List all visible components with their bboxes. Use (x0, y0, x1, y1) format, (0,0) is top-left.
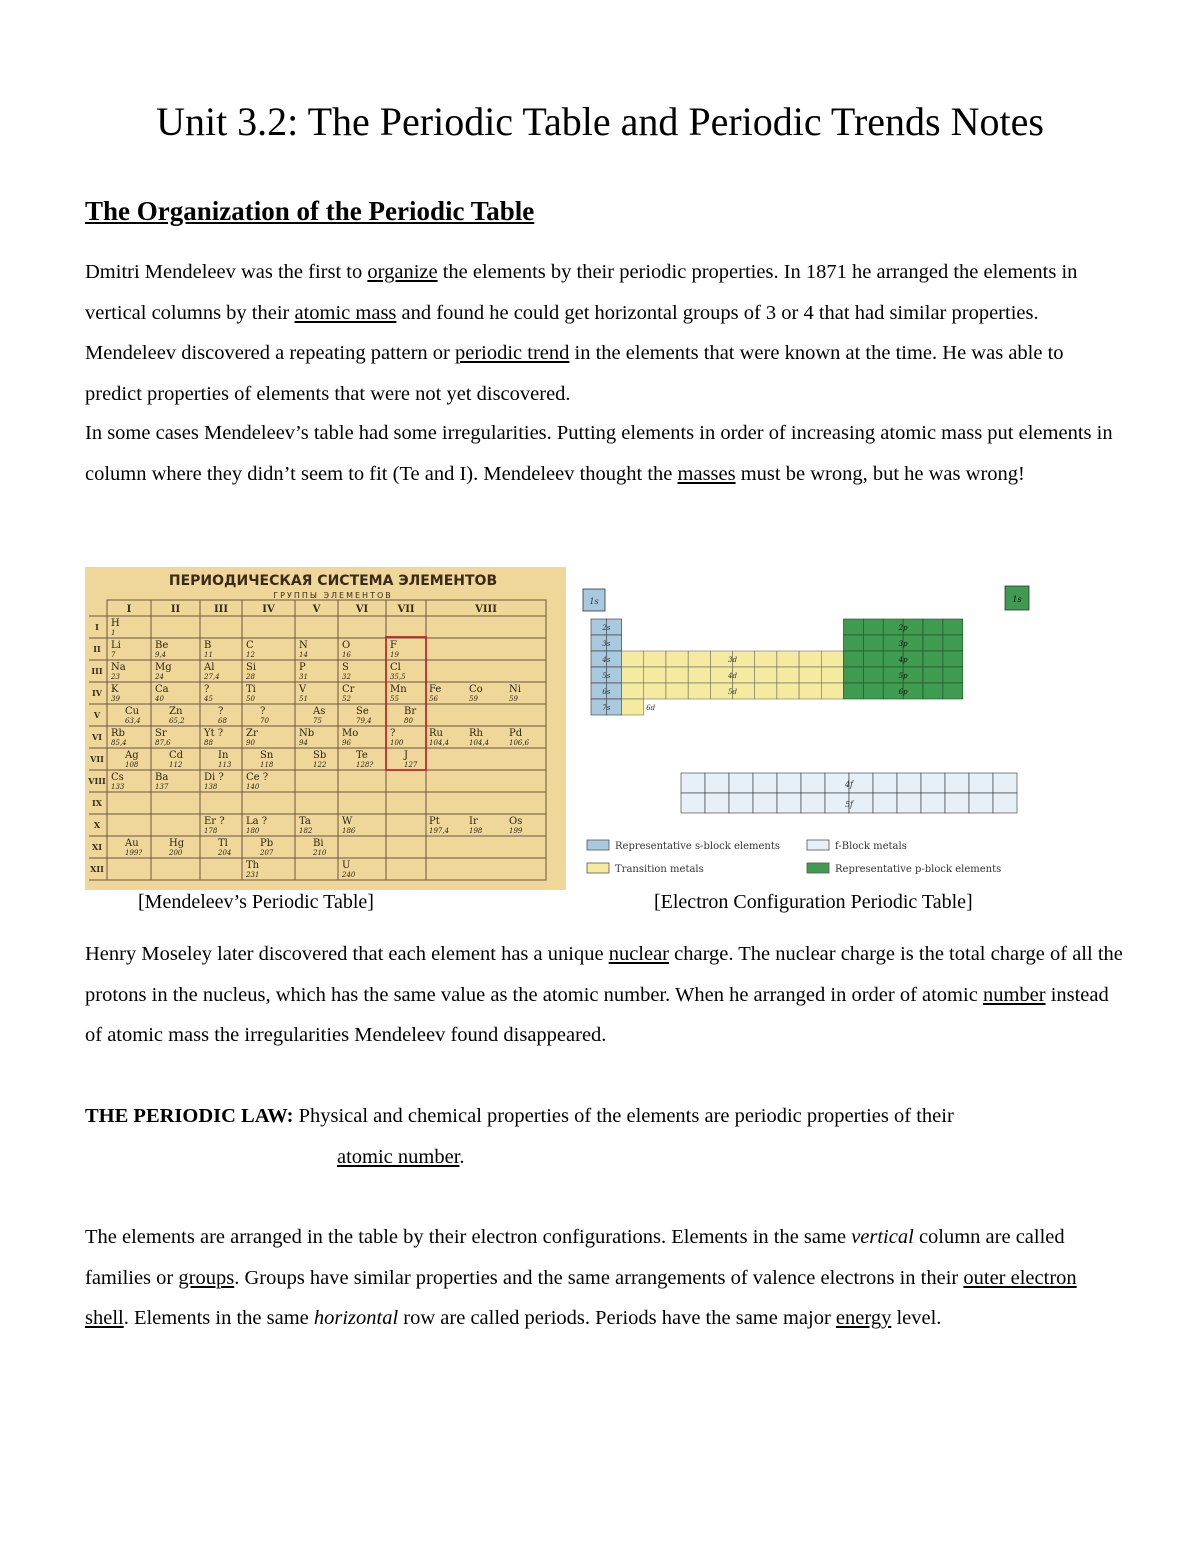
mendeleev-element-symbol: Ta (299, 816, 311, 827)
s-block-label: 4s (602, 656, 611, 664)
f-block-label: 5f (844, 800, 854, 809)
mendeleev-element-mass: 133 (111, 783, 125, 791)
caption-electron-config: [Electron Configuration Periodic Table] (654, 891, 973, 913)
paragraph-groups-periods: The elements are arranged in the table by their electron configurations. Elements in the same vertical column are called families or groups. Groups have similar properties and the same arrangements of valence electrons in their outer electron shell. Elements in the same horizontal row are called periods. Periods have the same major energy level. (85, 1226, 1077, 1329)
legend-p-block: Representative p-block elements (835, 864, 1002, 875)
f-block-cell (729, 773, 753, 793)
d-block-cell (821, 651, 843, 667)
p-block-cell (923, 651, 943, 667)
mendeleev-element-mass: 207 (260, 849, 274, 857)
mendeleev-element-mass: 127 (404, 761, 418, 769)
section-heading: The Organization of the Periodic Table (85, 196, 535, 226)
mendeleev-element-symbol: C (246, 640, 254, 651)
term-periodic-trend: periodic trend (454, 342, 570, 364)
mendeleev-element-symbol: V (299, 684, 307, 695)
f-block-cell (897, 773, 921, 793)
mendeleev-element-mass: 198 (469, 827, 483, 835)
f-block-cell (897, 793, 921, 813)
d-block-label: 5d (728, 688, 737, 696)
mendeleev-row-label: V (93, 710, 101, 720)
mendeleev-element-mass: 108 (125, 761, 139, 769)
mendeleev-element-mass: 87,6 (155, 739, 171, 747)
mendeleev-element-mass: 68 (218, 717, 227, 725)
mendeleev-element-symbol: Di ? (204, 772, 224, 783)
mendeleev-element-symbol: Ir (469, 816, 478, 827)
f-block-cell (993, 773, 1017, 793)
mendeleev-group-label: V (312, 604, 321, 615)
mendeleev-element-symbol: La ? (246, 816, 268, 827)
paragraph-mendeleev: Dmitri Mendeleev was the first to organize the elements by their periodic properties. In 1871 he arranged the elements in vertical columns by their atomic mass and found he could get horizontal groups of 3 or 4 that had similar properties. Mendeleev discovered a repeating pattern or periodic trend in the elements that were known at the time. He was able to predict properties of elements that were not yet discovered. (85, 261, 1078, 405)
mendeleev-element-symbol: Sr (155, 728, 167, 739)
d-block-cell (688, 683, 710, 699)
mendeleev-element-symbol: Rb (111, 728, 125, 739)
mendeleev-group-label: VIII (475, 604, 497, 615)
mendeleev-element-mass: 199? (125, 849, 143, 857)
f-block-cell (753, 793, 777, 813)
mendeleev-element-mass: 14 (299, 651, 308, 659)
d-block-cell (666, 683, 688, 699)
mendeleev-element-symbol: Cr (342, 684, 355, 695)
p-block-cell (863, 683, 883, 699)
page-title: Unit 3.2: The Periodic Table and Periodic Trends Notes (156, 99, 1044, 144)
legend-s-block: Representative s-block elements (615, 841, 780, 852)
mendeleev-row-label: VII (90, 754, 104, 764)
term-number: number (982, 983, 1046, 1006)
mendeleev-element-mass: 197,4 (429, 827, 450, 835)
d-block-cell (622, 667, 644, 683)
mendeleev-element-symbol: Cd (169, 750, 184, 761)
mendeleev-element-symbol: Tl (218, 838, 228, 849)
mendeleev-element-mass: 112 (169, 761, 183, 769)
mendeleev-element-mass: 231 (246, 871, 260, 879)
p-block-cell (923, 619, 943, 635)
mendeleev-element-symbol: Ni (509, 684, 521, 695)
d-block-cell (777, 651, 799, 667)
caption-mendeleev: [Mendeleev’s Periodic Table] (138, 891, 374, 913)
mendeleev-element-mass: 200 (169, 849, 183, 857)
mendeleev-element-mass: 128? (356, 761, 374, 769)
s-block-label: 3s (602, 640, 611, 648)
mendeleev-element-symbol: Pt (429, 816, 440, 827)
s-block-label: 6s (602, 688, 611, 696)
mendeleev-element-symbol: Nb (299, 728, 315, 739)
mendeleev-row-label: III (91, 666, 103, 676)
mendeleev-element-symbol: Ba (155, 772, 169, 783)
mendeleev-table-image (85, 567, 566, 890)
p-block-cell (923, 667, 943, 683)
mendeleev-element-symbol: B (204, 640, 212, 651)
p-block-cell (923, 635, 943, 651)
mendeleev-group-label: VII (397, 604, 415, 615)
f-block-cell (753, 773, 777, 793)
mendeleev-group-label: VI (355, 604, 369, 615)
mendeleev-element-symbol: Hg (169, 838, 185, 849)
d-block-cell (755, 667, 777, 683)
electron-config-table-image (581, 577, 1041, 882)
mendeleev-subheader: ГРУППЫ ЭЛЕМЕНТОВ (273, 591, 393, 600)
mendeleev-element-symbol: ? (218, 706, 224, 717)
d-block-label: 3d (728, 656, 737, 664)
mendeleev-element-symbol: Rh (469, 728, 483, 739)
mendeleev-element-symbol: Au (125, 838, 139, 849)
d-block-cell (622, 699, 644, 715)
p-block-label: 5p (898, 672, 908, 680)
mendeleev-element-mass: 178 (204, 827, 218, 835)
mendeleev-element-symbol: Th (246, 860, 260, 871)
mendeleev-element-mass: 79,4 (356, 717, 372, 725)
d-block-label: 6d (646, 704, 656, 712)
mendeleev-element-mass: 24 (155, 673, 164, 681)
mendeleev-row-label: IX (92, 798, 102, 808)
mendeleev-element-mass: 65,2 (169, 717, 185, 725)
mendeleev-element-mass: 100 (390, 739, 404, 747)
mendeleev-element-symbol: Cl (390, 662, 401, 673)
mendeleev-element-symbol: Se (356, 706, 369, 717)
mendeleev-element-mass: 70 (260, 717, 269, 725)
mendeleev-row-label: XI (92, 842, 102, 852)
f-block-cell (729, 793, 753, 813)
p-block-label: 3p (898, 640, 908, 648)
mendeleev-row-label: VI (92, 732, 102, 742)
mendeleev-element-symbol: H (111, 618, 120, 629)
mendeleev-element-mass: 11 (204, 651, 213, 659)
mendeleev-element-mass: 63,4 (125, 717, 141, 725)
p-block-cell (923, 683, 943, 699)
mendeleev-element-mass: 80 (404, 717, 413, 725)
mendeleev-element-mass: 59 (469, 695, 478, 703)
f-block-cell (777, 793, 801, 813)
mendeleev-element-mass: 199 (509, 827, 523, 835)
mendeleev-element-mass: 204 (218, 849, 232, 857)
label-he-1s: 1s (1012, 595, 1022, 604)
mendeleev-element-symbol: Ru (429, 728, 443, 739)
mendeleev-row-label: II (93, 644, 101, 654)
mendeleev-element-mass: 140 (246, 783, 260, 791)
mendeleev-element-mass: 56 (429, 695, 438, 703)
mendeleev-element-symbol: Er ? (204, 816, 225, 827)
mendeleev-element-symbol: Sn (260, 750, 274, 761)
d-block-cell (666, 651, 688, 667)
d-block-cell (777, 683, 799, 699)
mendeleev-element-mass: 106,6 (509, 739, 530, 747)
f-block-cell (921, 773, 945, 793)
mendeleev-element-mass: 59 (509, 695, 518, 703)
mendeleev-element-symbol: Ti (246, 684, 256, 695)
mendeleev-element-mass: 51 (299, 695, 308, 703)
p-block-cell (863, 619, 883, 635)
mendeleev-element-mass: 7 (111, 651, 116, 659)
mendeleev-element-mass: 104,4 (469, 739, 490, 747)
mendeleev-element-mass: 96 (342, 739, 351, 747)
mendeleev-row-label: I (95, 622, 99, 632)
periodic-law: THE PERIODIC LAW: Physical and chemical properties of the elements are periodic properties of their atomic number. (85, 1105, 954, 1168)
mendeleev-element-symbol: Zn (169, 706, 183, 717)
mendeleev-element-symbol: K (111, 684, 119, 695)
f-block-cell (921, 793, 945, 813)
d-block-cell (799, 651, 821, 667)
f-block-cell (681, 793, 705, 813)
mendeleev-element-mass: 88 (204, 739, 213, 747)
term-nuclear: nuclear (608, 943, 670, 965)
d-block-cell (666, 667, 688, 683)
p-block-cell (863, 635, 883, 651)
term-atomic-number: atomic number (337, 1145, 460, 1168)
p-block-label: 2p (898, 624, 908, 632)
mendeleev-element-mass: 94 (299, 739, 308, 747)
d-block-cell (644, 667, 666, 683)
mendeleev-element-symbol: Yt ? (204, 728, 224, 739)
mendeleev-element-symbol: ? (390, 728, 396, 739)
mendeleev-element-symbol: S (342, 662, 349, 673)
mendeleev-element-mass: 210 (313, 849, 327, 857)
mendeleev-element-mass: 1 (111, 629, 116, 637)
mendeleev-element-symbol: Ag (125, 750, 139, 761)
f-block-label: 4f (844, 780, 854, 789)
mendeleev-group-label: IV (262, 604, 275, 615)
mendeleev-element-mass: 23 (111, 673, 120, 681)
d-block-cell (755, 651, 777, 667)
mendeleev-row-label: VIII (88, 776, 106, 786)
mendeleev-element-mass: 90 (246, 739, 255, 747)
p-block-cell (843, 651, 863, 667)
mendeleev-element-mass: 28 (246, 673, 255, 681)
p-block-label: 6p (898, 688, 908, 696)
term-energy: energy (835, 1307, 892, 1329)
legend-d-block: Transition metals (615, 864, 704, 875)
mendeleev-element-symbol: Al (204, 662, 215, 673)
mendeleev-element-mass: 55 (390, 695, 399, 703)
mendeleev-element-symbol: W (342, 816, 353, 827)
p-block-cell (843, 667, 863, 683)
mendeleev-row-label: IV (92, 688, 102, 698)
mendeleev-element-symbol: As (313, 706, 326, 717)
mendeleev-element-symbol: Ce ? (246, 772, 269, 783)
d-block-cell (644, 651, 666, 667)
f-block-cell (969, 773, 993, 793)
term-organize: organize (367, 261, 438, 283)
p-block-cell (943, 683, 963, 699)
mendeleev-element-mass: 180 (246, 827, 260, 835)
paragraph-irregularities: In some cases Mendeleev’s table had some irregularities. Putting elements in order of increasing atomic mass put elements in column where they didn’t seem to fit (Te and I). Mendeleev thought the masses must be wrong, but he was wrong! (85, 422, 1113, 485)
mendeleev-element-mass: 240 (342, 871, 356, 879)
mendeleev-element-symbol: J (404, 750, 409, 761)
f-block-cell (681, 773, 705, 793)
f-block-cell (969, 793, 993, 813)
mendeleev-element-mass: 19 (390, 651, 399, 659)
f-block-cell (873, 793, 897, 813)
f-block-cell (705, 773, 729, 793)
f-block-cell (993, 793, 1017, 813)
f-block-cell (801, 773, 825, 793)
mendeleev-element-mass: 40 (155, 695, 164, 703)
paragraph-moseley: Henry Moseley later discovered that each element has a unique nuclear charge. The nuclear charge is the total charge of all the protons in the nucleus, which has the same value as the atomic number. When he arranged in order of atomic number instead of atomic mass the irregularities Mendeleev found disappeared. (85, 943, 1123, 1046)
d-block-cell (622, 683, 644, 699)
mendeleev-element-mass: 39 (111, 695, 120, 703)
mendeleev-element-mass: 35,5 (390, 673, 406, 681)
mendeleev-element-symbol: Pd (509, 728, 523, 739)
d-block-cell (755, 683, 777, 699)
mendeleev-element-mass: 182 (299, 827, 313, 835)
mendeleev-element-mass: 16 (342, 651, 351, 659)
mendeleev-element-symbol: Br (404, 706, 417, 717)
mendeleev-element-symbol: Fe (429, 684, 442, 695)
term-atomic-mass: atomic mass (294, 301, 397, 324)
p-block-cell (843, 619, 863, 635)
mendeleev-element-symbol: F (390, 640, 397, 651)
p-block-cell (863, 667, 883, 683)
mendeleev-element-symbol: Si (246, 662, 257, 673)
mendeleev-element-symbol: Pb (260, 838, 274, 849)
periodic-law-label: THE PERIODIC LAW: (85, 1105, 294, 1127)
mendeleev-element-mass: 9,4 (155, 651, 167, 659)
mendeleev-element-mass: 52 (342, 695, 351, 703)
mendeleev-element-mass: 85,4 (111, 739, 127, 747)
mendeleev-row-label: XII (90, 864, 104, 874)
mendeleev-header: ПЕРИОДИЧЕСКАЯ СИСТЕМА ЭЛЕМЕНТОВ (168, 573, 498, 589)
label-1s: 1s (589, 597, 599, 606)
d-block-cell (688, 667, 710, 683)
f-block-cell (945, 773, 969, 793)
mendeleev-element-symbol: ? (260, 706, 266, 717)
mendeleev-element-mass: 45 (204, 695, 213, 703)
s-block-label: 5s (602, 672, 611, 680)
mendeleev-element-mass: 27,4 (204, 673, 220, 681)
mendeleev-element-mass: 31 (299, 673, 308, 681)
mendeleev-element-symbol: Cs (111, 772, 124, 783)
mendeleev-element-mass: 104,4 (429, 739, 450, 747)
mendeleev-element-symbol: Co (469, 684, 483, 695)
mendeleev-element-mass: 12 (246, 651, 255, 659)
mendeleev-element-mass: 138 (204, 783, 218, 791)
legend-f-block: f-Block metals (835, 841, 907, 852)
term-masses: masses (677, 462, 736, 485)
p-block-cell (843, 683, 863, 699)
f-block-cell (777, 773, 801, 793)
d-block-cell (777, 667, 799, 683)
mendeleev-element-symbol: Bi (313, 838, 324, 849)
mendeleev-element-symbol: Mn (390, 684, 407, 695)
d-block-cell (799, 683, 821, 699)
mendeleev-element-mass: 75 (313, 717, 322, 725)
mendeleev-element-symbol: In (218, 750, 229, 761)
f-block-cell (705, 793, 729, 813)
d-block-cell (799, 667, 821, 683)
mendeleev-element-symbol: P (299, 662, 306, 673)
term-groups: groups (178, 1266, 235, 1289)
mendeleev-element-mass: 118 (260, 761, 274, 769)
mendeleev-element-symbol: Li (111, 640, 121, 651)
mendeleev-element-symbol: Na (111, 662, 126, 673)
mendeleev-element-symbol: Te (356, 750, 368, 761)
mendeleev-element-symbol: Ca (155, 684, 169, 695)
p-block-cell (863, 651, 883, 667)
mendeleev-element-symbol: N (299, 640, 308, 651)
mendeleev-element-mass: 186 (342, 827, 356, 835)
mendeleev-element-mass: 50 (246, 695, 255, 703)
mendeleev-element-symbol: Zr (246, 728, 258, 739)
mendeleev-group-label: I (126, 604, 132, 615)
p-block-cell (943, 619, 963, 635)
mendeleev-element-mass: 113 (218, 761, 232, 769)
mendeleev-element-symbol: Os (509, 816, 523, 827)
s-block-label: 7s (602, 704, 611, 712)
mendeleev-element-mass: 122 (313, 761, 327, 769)
mendeleev-element-symbol: U (342, 860, 351, 871)
p-block-cell (843, 635, 863, 651)
mendeleev-element-symbol: Cu (125, 706, 140, 717)
f-block-cell (801, 793, 825, 813)
p-block-cell (943, 635, 963, 651)
mendeleev-element-symbol: O (342, 640, 351, 651)
p-block-label: 4p (898, 656, 908, 664)
f-block-cell (873, 773, 897, 793)
mendeleev-element-mass: 137 (155, 783, 169, 791)
mendeleev-element-symbol: ? (204, 684, 210, 695)
d-block-cell (821, 667, 843, 683)
term-outer-electron-shell: outer electron shell (85, 1266, 1077, 1329)
p-block-cell (943, 651, 963, 667)
mendeleev-element-symbol: Mo (342, 728, 359, 739)
mendeleev-group-label: III (213, 604, 229, 615)
p-block-cell (943, 667, 963, 683)
mendeleev-element-symbol: Be (155, 640, 169, 651)
mendeleev-row-label: X (93, 820, 101, 830)
mendeleev-element-mass: 32 (342, 673, 351, 681)
d-block-cell (644, 683, 666, 699)
d-block-cell (821, 683, 843, 699)
f-block-cell (945, 793, 969, 813)
d-block-cell (622, 651, 644, 667)
d-block-label: 4d (728, 672, 737, 680)
mendeleev-element-symbol: Mg (155, 662, 172, 673)
s-block-label: 2s (602, 624, 611, 632)
d-block-cell (688, 651, 710, 667)
mendeleev-element-symbol: Sb (313, 750, 327, 761)
mendeleev-group-label: II (170, 604, 181, 615)
